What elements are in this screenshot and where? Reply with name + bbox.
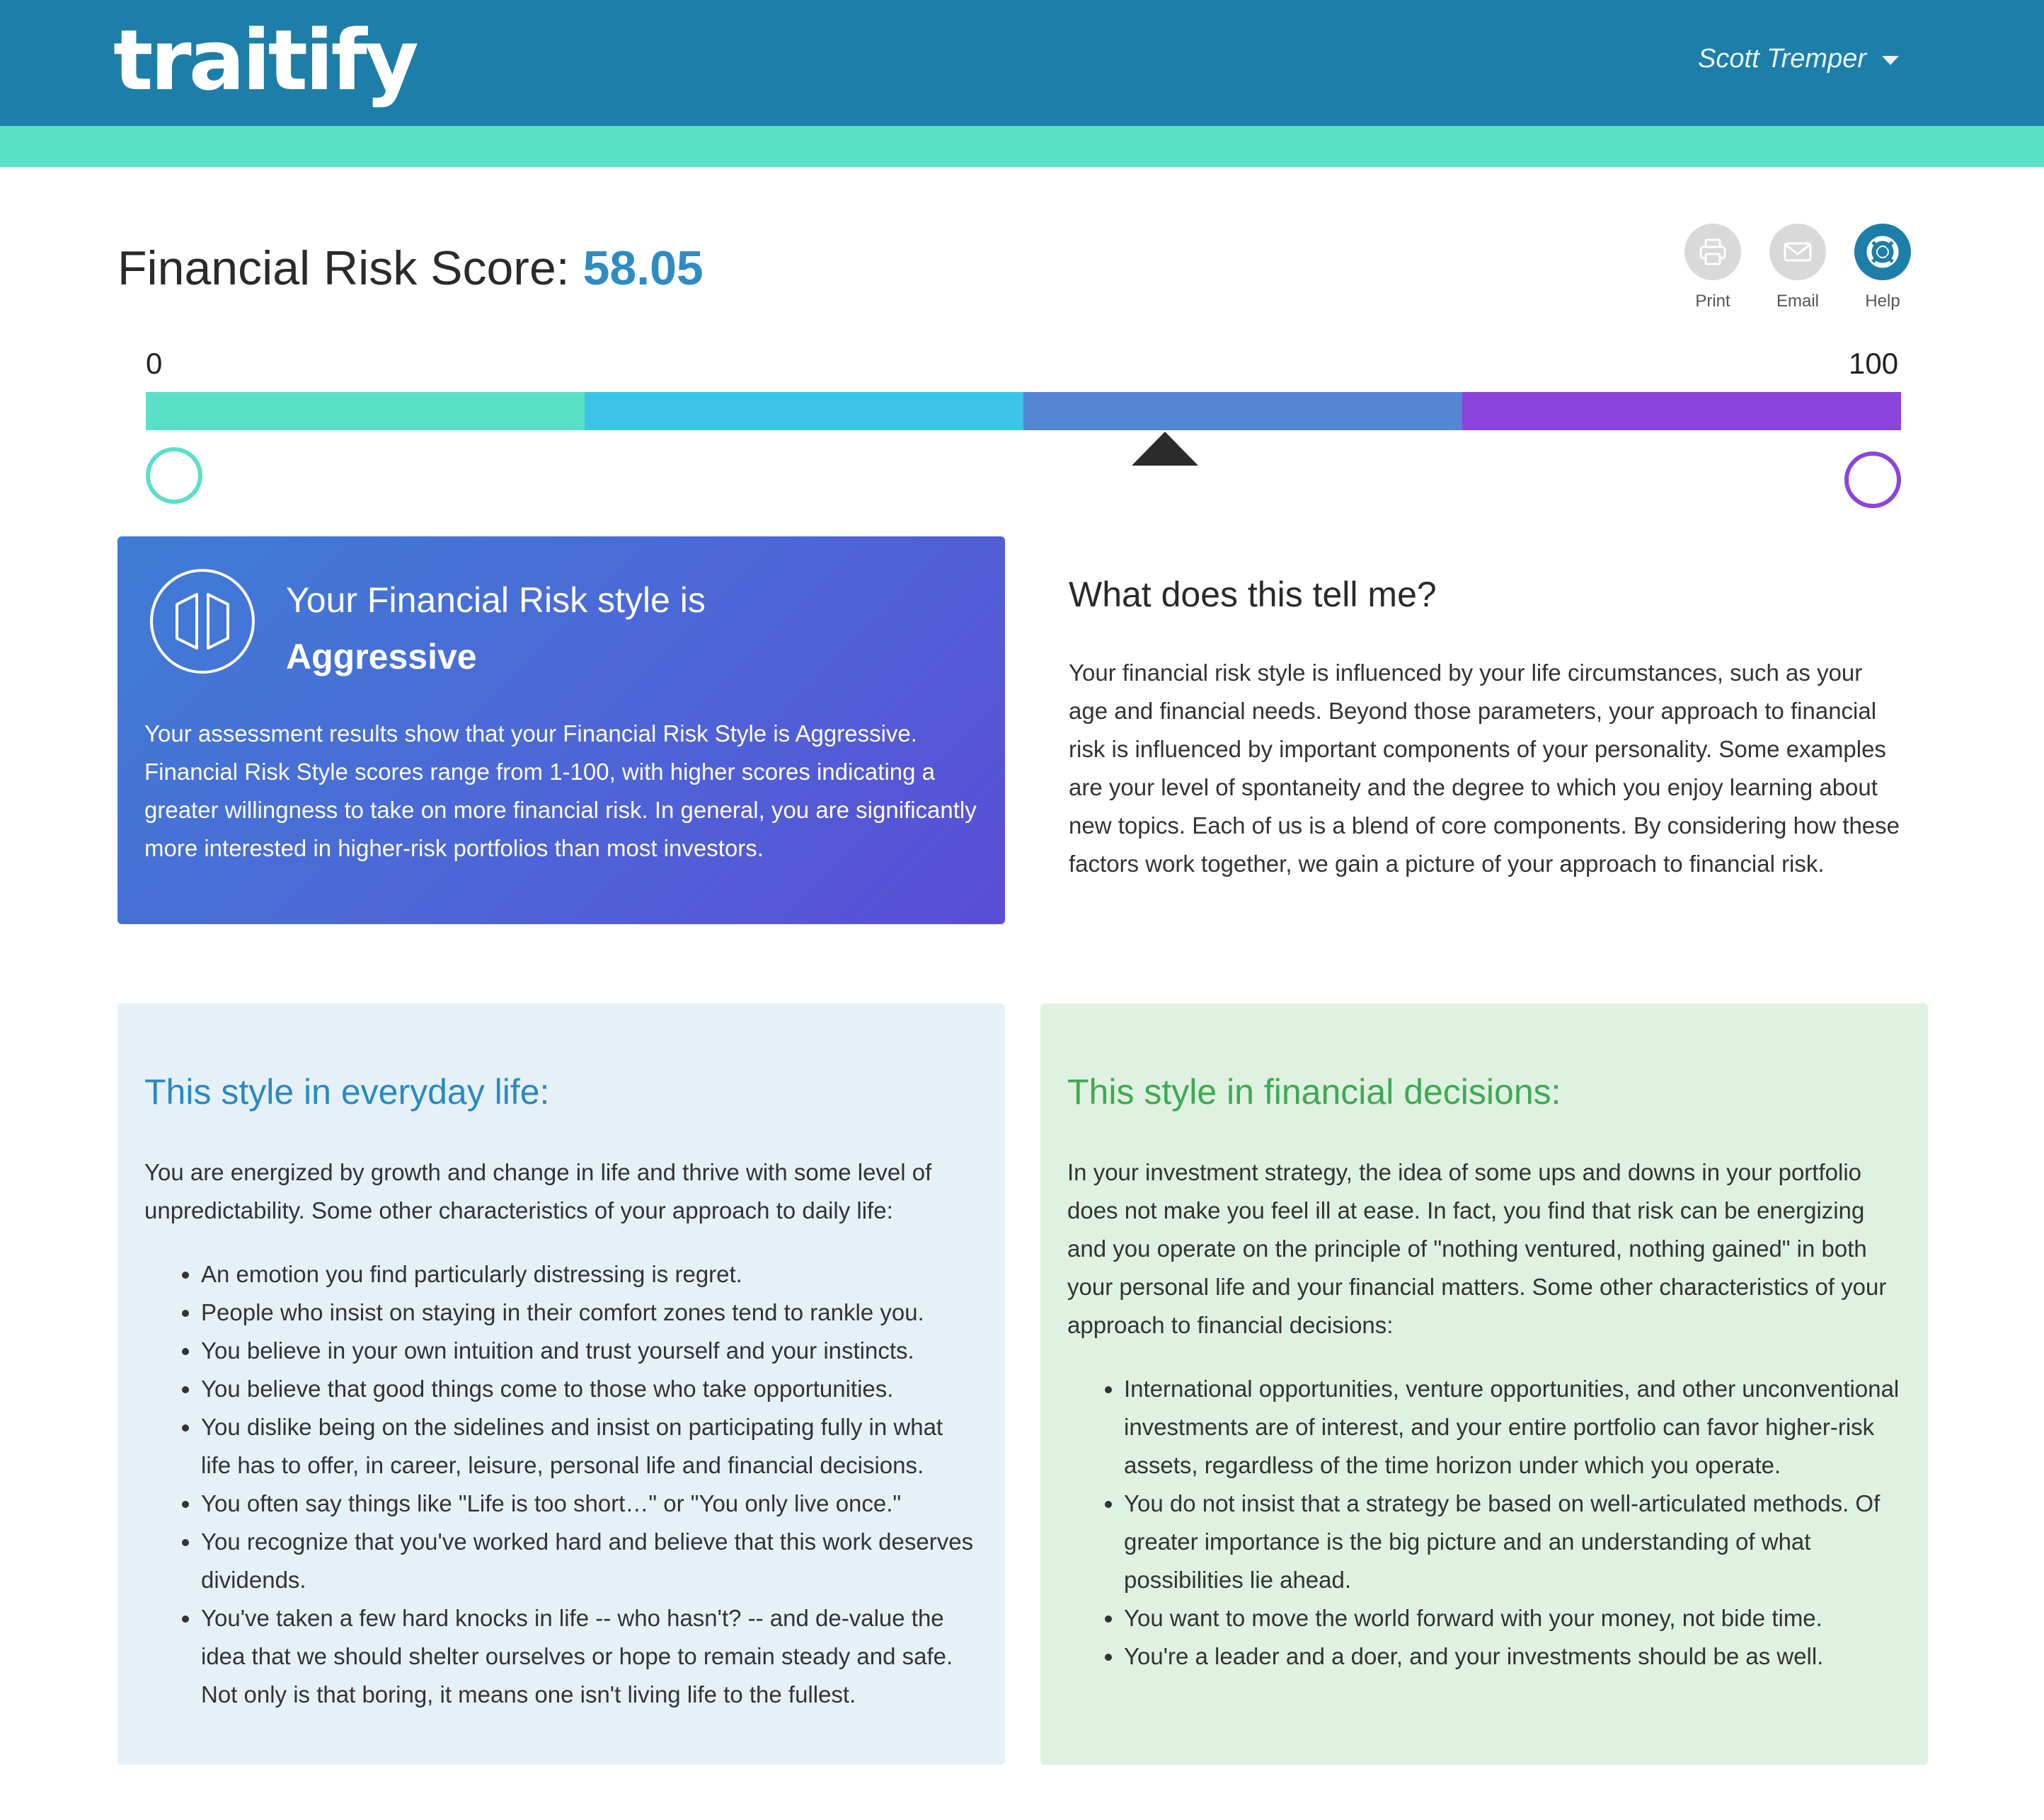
user-name: Scott Tremper xyxy=(1698,44,1866,74)
user-menu[interactable] xyxy=(1698,44,1899,74)
scale-segment-3 xyxy=(1023,392,1462,430)
risk-scale-bar xyxy=(146,392,1901,430)
financial-decisions-list xyxy=(1067,1370,1901,1676)
accent-strip xyxy=(0,126,2044,167)
everyday-life-intro: You are energized by growth and change in life and thrive with some level of unpredictability. Some other characteristics of your approach to daily life: xyxy=(144,1159,932,1223)
list-item: • You believe in your own intuition and trust yourself and your instincts. xyxy=(201,1332,978,1370)
scale-segment-4 xyxy=(1462,392,1901,430)
risk-style-name: Aggressive xyxy=(286,637,477,676)
what-does-this-tell-me-heading: What does this tell me? xyxy=(1069,575,1437,614)
action-buttons xyxy=(1684,224,1911,311)
everyday-life-heading: This style in everyday life: xyxy=(144,1072,550,1112)
scale-segment-1 xyxy=(146,392,585,430)
risk-style-icon xyxy=(149,568,256,675)
score-marker-icon xyxy=(1132,432,1198,466)
scale-end-circle-icon xyxy=(1844,451,1901,508)
help-button[interactable] xyxy=(1854,224,1911,311)
printer-icon[interactable] xyxy=(1684,224,1741,280)
financial-decisions-intro: In your investment strategy, the idea of some ups and downs in your portfolio does not make you feel ill at ease. In fact, you find that risk can be energizing and you operate on the principle of "nothing ventured, nothing gained" in both your personal life and your financial matters. Some other characteristics of your approach to financial decisions: xyxy=(1067,1159,1887,1338)
scale-start-circle-icon xyxy=(146,447,202,504)
risk-style-heading xyxy=(286,572,706,685)
scale-max-label: 100 xyxy=(1849,347,1899,380)
score-value: 58.05 xyxy=(582,241,704,295)
list-item: • You believe that good things come to those who take opportunities. xyxy=(201,1370,978,1408)
list-item: • An emotion you find particularly distressing is regret. xyxy=(201,1255,978,1294)
print-button[interactable] xyxy=(1684,224,1741,311)
everyday-life-list xyxy=(144,1255,978,1714)
list-item: • You often say things like "Life is too short…" or "You only live once." xyxy=(201,1485,978,1523)
help-label: Help xyxy=(1865,292,1900,311)
everyday-life-panel xyxy=(117,1003,1005,1765)
traitify-logo[interactable]: traitify xyxy=(113,11,416,109)
risk-style-heading-text: Your Financial Risk style is xyxy=(286,580,706,620)
financial-decisions-heading: This style in financial decisions: xyxy=(1067,1072,1561,1112)
risk-style-card xyxy=(117,536,1005,924)
list-item: • You do not insist that a strategy be based on well-articulated methods. Of greater importance is the big picture and an understanding of what possibilities lie ahead. xyxy=(1124,1485,1901,1599)
list-item: • International opportunities, venture opportunities, and other unconventional investments are of interest, and your entire portfolio can favor higher-risk assets, regardless of the time horizon under which you operate. xyxy=(1124,1370,1901,1485)
top-nav-bar xyxy=(0,0,2044,126)
list-item: • You want to move the world forward with your money, not bide time. xyxy=(1124,1599,1901,1637)
print-label: Print xyxy=(1695,292,1730,311)
email-label: Email xyxy=(1776,292,1819,311)
list-item: • You recognize that you've worked hard and believe that this work deserves dividends. xyxy=(201,1523,978,1599)
list-item: • You dislike being on the sidelines and insist on participating fully in what life has to offer, in career, leisure, personal life and financial decisions. xyxy=(201,1408,978,1485)
list-item: • You've taken a few hard knocks in life -- who hasn't? -- and de-value the idea that we should shelter ourselves or hope to remain steady and safe. Not only is that boring, it means one isn't living life to the fullest. xyxy=(201,1599,978,1714)
page-title xyxy=(117,236,704,300)
list-item: • You're a leader and a doer, and your investments should be as well. xyxy=(1124,1637,1901,1676)
caret-down-icon xyxy=(1882,56,1899,65)
financial-decisions-panel xyxy=(1040,1003,1928,1765)
scale-min-label: 0 xyxy=(146,347,163,380)
risk-style-description: Your assessment results show that your Financial Risk Style is Aggressive. Financial Risk Style scores range from 1-100, with higher scores indicating a greater willingness to take on more financial risk. In general, you are significantly more interested in higher-risk portfolios than most investors. xyxy=(144,720,977,861)
list-item: • People who insist on staying in their comfort zones tend to rankle you. xyxy=(201,1294,978,1332)
envelope-icon[interactable] xyxy=(1769,224,1826,280)
lifebuoy-icon[interactable] xyxy=(1854,224,1911,280)
email-button[interactable] xyxy=(1769,224,1826,311)
what-does-this-tell-me-text: Your financial risk style is influenced by your life circumstances, such as your age and financial needs. Beyond those parameters, your approach to financial risk is influenced by important components of your personality. Some examples are your level of spontaneity and the degree to which you enjoy learning about new topics. Each of us is a blend of core components. By considering how these factors work together, we gain a picture of your approach to financial risk. xyxy=(1069,660,1900,877)
score-label: Financial Risk Score: xyxy=(117,241,570,295)
scale-segment-2 xyxy=(585,392,1023,430)
